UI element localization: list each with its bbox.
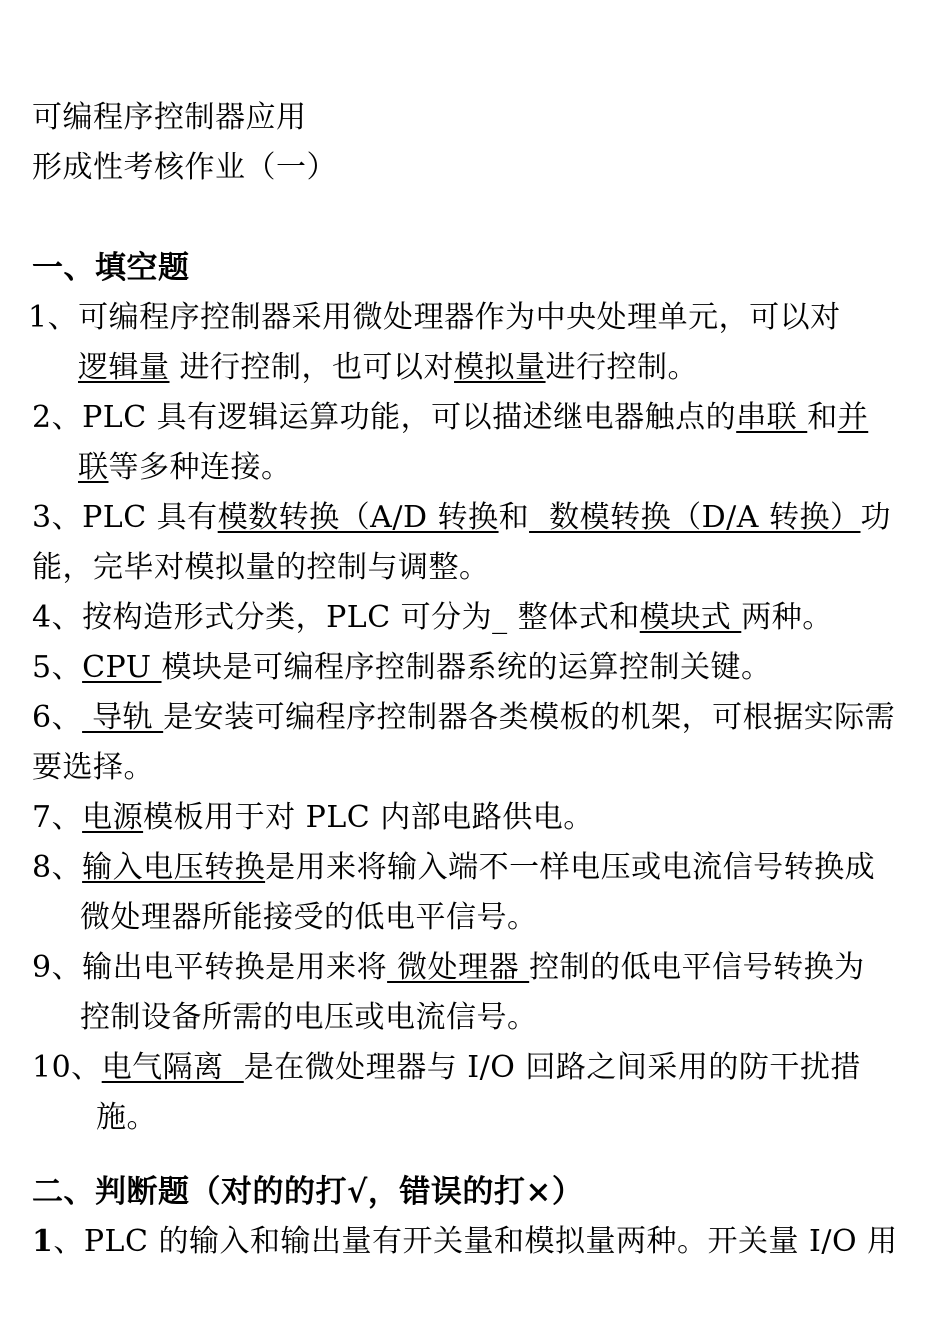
q5-answer: CPU — [82, 650, 162, 685]
q8-line1: 8、输入电压转换是用来将输入端不一样电压或电流信号转换成 — [32, 850, 876, 885]
q6-answer: 导轨 — [82, 700, 164, 735]
q6-line2: 要选择。 — [32, 750, 154, 785]
q2-answer-2b: 联 — [78, 450, 109, 485]
q3-answer-1: 模数转换（A/D 转换 — [217, 500, 499, 535]
q1-line1: 1、可编程序控制器采用微处理器作为中央处理单元，可以对 — [28, 300, 841, 335]
q3-line1: 3、PLC 具有模数转换（A/D 转换和 数模转换（D/A 转换）功 — [32, 500, 891, 535]
q2-line2: 联等多种连接。 — [78, 450, 292, 485]
q5-line1: 5、CPU 模块是可编程序控制器系统的运算控制关键。 — [32, 650, 772, 685]
q7-line1: 7、电源模板用于对 PLC 内部电路供电。 — [32, 800, 594, 835]
course-title: 可编程序控制器应用 — [32, 100, 307, 135]
q4-answer: 模块式 — [639, 600, 742, 635]
q9-answer: 微处理器 — [387, 950, 530, 985]
q2-line1: 2、PLC 具有逻辑运算功能，可以描述继电器触点的串联 和并 — [32, 400, 869, 435]
q3-line2: 能，完毕对模拟量的控制与调整。 — [32, 550, 490, 585]
q10-line1: 10、电气隔离 是在微处理器与 I/O 回路之间采用的防干扰措 — [32, 1050, 861, 1085]
q7-answer: 电源 — [82, 800, 144, 835]
q1-answer-2: 模拟量 — [454, 350, 546, 385]
q8-answer: 输入电压转换 — [82, 850, 266, 885]
q3-answer-2: 数模转换（D/A 转换） — [529, 500, 861, 535]
assignment-title: 形成性考核作业（一） — [32, 150, 337, 185]
q9-line2: 控制设备所需的电压或电流信号。 — [80, 1000, 538, 1035]
section1-heading: 一、填空题 — [32, 250, 190, 286]
q2-answer-2a: 并 — [837, 400, 869, 435]
q8-line2: 微处理器所能接受的低电平信号。 — [80, 900, 538, 935]
q6-line1: 6、 导轨 是安装可编程序控制器各类模板的机架，可根据实际需 — [32, 700, 896, 735]
q10-line2: 施。 — [96, 1100, 157, 1135]
section2-heading: 二、判断题（对的的打√，错误的打×） — [32, 1174, 584, 1210]
q2-answer-1: 串联 — [736, 400, 808, 435]
q1-answer-1: 逻辑量 — [78, 350, 170, 385]
q10-answer: 电气隔离 — [101, 1050, 244, 1085]
q9-line1: 9、输出电平转换是用来将 微处理器 控制的低电平信号转换为 — [32, 950, 865, 985]
s2-q1-line1: 1、PLC 的输入和输出量有开关量和模拟量两种。开关量 I/O 用 — [32, 1224, 898, 1259]
q4-line1: 4、按构造形式分类，PLC 可分为_ 整体式和模块式 两种。 — [32, 600, 833, 635]
q1-line2: 逻辑量 进行控制，也可以对模拟量进行控制。 — [78, 350, 699, 385]
